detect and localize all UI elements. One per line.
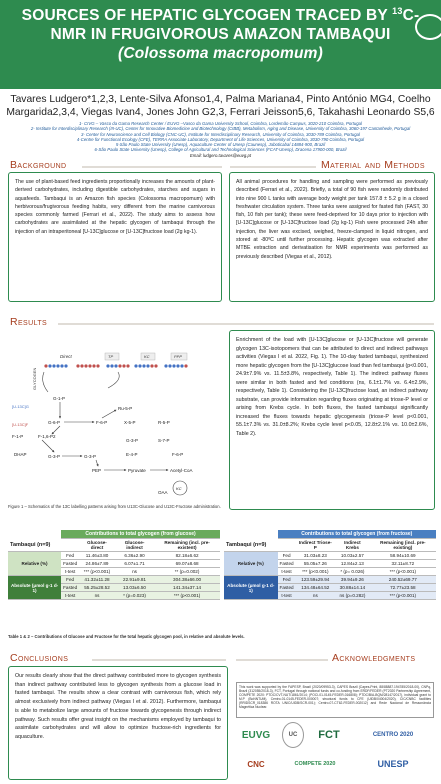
table-glucose: Contributions to total glycogen (from glucose) Tambaqui (n=9) Glucose-direct Glucose-indirect Remaining (incl. pre-existent) Relative (%) Fed 11.46±3.80 6.36±2.90 82.18±6.62 Fasted 24.86±7.89 6.07±1.71 69.07±8.68 t-test *** (p<0.001) ns ** (p=0.002) Absolute (μmol g-1 d-1) Fed 41.32±11.28 22.91±9.81 304.38±66.00 Fasted 55.25±28.52 13.03±6.50 141.34±37.14 t-test ns * (p=0.023) *** (p<0.001) bbox=[8, 530, 220, 600]
centro-logo: CENTRO 2020 bbox=[372, 732, 414, 738]
table2-row-label: Tambaqui (n=9) bbox=[224, 539, 296, 552]
node-f6p-a: F-6-P bbox=[96, 420, 108, 425]
methods-box: All animal procedures for handling and sampling were performed as previously described (Ferrari et al., 2022). Briefly, a total of 90 fish were randomly distributed into nine 900 L tanks with average body weight per tank 157.8 ± 5.2 g in a closed freshwater circulation system. Three tanks were assigned for fasted fish (FAST, 30 fish, 10 fish per tank); these were feed-deprived for 10 days prior to injection with [U-13C]glucose or [U-13C]fructose load (2g kg-1) Fish were processed 24h after injection, the liver was excised, weighed, freeze-clamped in liquid nitrogen, and stored at -80ºC until further processing. Hepatic glycogen was extracted after MTBE extraction and derivatisation for NMR experiments was performed as previously described (Viegas et al., 2012). bbox=[229, 172, 435, 302]
divider bbox=[236, 659, 328, 661]
node-r5p: R-5-P bbox=[158, 420, 170, 425]
node-pep: PEP bbox=[92, 468, 102, 473]
fructose-label: [U-13C]F bbox=[12, 422, 29, 427]
divider bbox=[82, 166, 222, 168]
glucose-label: [U-13C]G bbox=[12, 404, 29, 409]
node-ru5p: Ru-5-P bbox=[118, 406, 133, 411]
node-f1p: F-1-P bbox=[12, 434, 24, 439]
header-circle bbox=[415, 14, 441, 40]
figure-caption: Figure 1 – Schematics of the 13C labelling patterns arising from U13C-Glucose and U13C-Fructose administration. bbox=[8, 504, 221, 509]
background-box: The use of plant-based feed ingredients proportionally increases the amounts of plant-derived carbohydrates, including digestible carbohydrates, starches and sugars in aquafeeds. Tambaqui is an Amazon fish species (Colossoma macropomum) with herbivorous/frugivorous feeding habits, very different from the marine carnivorous species commonly farmed (Ferrari et al., 2022). The study aims to assess how carbohydrates are assimilated at the hepatic glycogen of tambaqui through the injection of an intraperitoneal [U-13C]glucose or [U-13C]fructose load (2g kg-1). bbox=[8, 172, 222, 302]
divider bbox=[92, 659, 226, 661]
table-row: t-test *** (p<0.001) ns ** (p=0.002) bbox=[8, 568, 220, 576]
legend-ppp: PPP bbox=[174, 354, 183, 359]
node-x5p: X-5-P bbox=[124, 420, 136, 425]
table1-header: Contributions to total glycogen (from glucose) bbox=[61, 530, 220, 539]
table-row: Fasted 134.48±64.52 30.88±14.14 72.77±23.58 bbox=[224, 584, 436, 592]
tables-caption: Table 1 & 2 – Contributions of Glucose and Fructose for the total hepatic glycogen pool, in relative and absolute levels. bbox=[8, 634, 245, 639]
node-g3p-a: G-3-P bbox=[48, 454, 61, 459]
legend-kc: KC bbox=[144, 354, 150, 359]
uc-logo: UC bbox=[282, 722, 304, 748]
table-row: Absolute (μmol g-1 d-1) Fed 123.59±29.94 39.94±9.26 240.52±69.77 bbox=[224, 576, 436, 584]
node-dhap: DHAP bbox=[14, 452, 27, 457]
acknowledgments-heading: Acknowledgments bbox=[332, 652, 416, 664]
divider bbox=[58, 323, 434, 325]
node-oaa: OAA bbox=[158, 490, 168, 495]
labelling-schematic bbox=[8, 352, 226, 500]
table-row: Fasted 24.86±7.89 6.07±1.71 69.07±8.68 bbox=[8, 560, 220, 568]
compete-logo: COMPETE 2020 bbox=[294, 761, 336, 767]
node-f16p: F-1,6-P2 bbox=[38, 434, 56, 439]
legend-direct: Direct bbox=[60, 354, 72, 359]
node-e4p: E-4-P bbox=[126, 452, 138, 457]
poster-title: SOURCES OF HEPATIC GLYCOGEN TRACED BY $^{13}$C- NMR IN FRUGIVOROUS AMAZON TAMBAQUI (Colossoma macropomum) bbox=[21, 6, 420, 63]
node-s7p: S-7-P bbox=[158, 438, 170, 443]
table-row: t-test *** (p<0.001) * (p= 0.026) *** (p<0.001) bbox=[224, 568, 436, 576]
table-row: t-test ns * (p=0.023) *** (p<0.001) bbox=[8, 592, 220, 600]
results-box: Enrichment of the load with [U-13C]glucose or [U-13C]fructose will generate glycogen 13C-isotopomers that can be attributed to direct and indirect pathways activities (Viegas I et al. 2022, Fig. 1). The 10-day fasted tambaqui, synthesized more hepatic glycogen from the [U-13C]glucose load than fed tambaqui (p<0.001, 24.9±7.9% vs. 11.5±3.8%, respectively, Table 1). The indirect pathway fluxes were similar in both fasted and fed conditions (ns, 6.1±1.7% vs. 6.4±2.9%, respectively, Table 1). Considering the [U-13C]fructose load, an indirect pathway substrate, can provide information regarding fluxes originating at triose-P level or arising from Krebs cycle. In both fluxes, the fasted tambaqui significantly increased the fluxes towards hepatic glycogenesis (triose-P level p<0.001, 55.1±7.3% vs. 31.0±8.2%; Krebs cycle level p<0.05, 12.8±2.1% vs. 10.0±2.6%, Table 2). bbox=[229, 330, 435, 510]
pathway-diagram bbox=[8, 352, 226, 500]
acknowledgments-text: This work was supported by the FAPESP, Brazil (2020/09953-3), CAPES Brazil (Capes-Print, 88/88887.194785/2018-00), CNPq, Brazil (312055/2018-3), FCT, Portugal through national funds and co-funding from ERDF/FEDER (PT2020 Partnership Agreement, COMPETE 2020: PTDC/CVT-NUT/1861/2014; (POCI-01-0145-FEDER-016808); PTDC/BIA-BQM/28147/2017), individual grant to M.P (BoNNTUM), Centro-01-0145-FEDER-000007; structural funds to CFE (UIDB/04004/2020), CIC/CNBC facilities (RRIDSCR_018386 ROTA UNIC/UIDB/SCR-001); Centro-07-CT62-FEDER-002012) and Rede Nacional de Ressonância Magnética Nuclear. bbox=[236, 682, 434, 718]
conclusions-heading: Conclusions bbox=[10, 652, 69, 664]
node-g3p-b: G-3-P bbox=[84, 454, 97, 459]
fct-logo: FCT bbox=[318, 729, 340, 741]
node-g1p: G-1-P bbox=[53, 396, 66, 401]
node-kc: KC bbox=[176, 486, 182, 491]
table1-row-label: Tambaqui (n=9) bbox=[8, 539, 79, 552]
legend-tp: TP bbox=[108, 354, 114, 359]
node-g3p-ppp: G-3-P bbox=[126, 438, 139, 443]
author-list: Tavares Ludgero*1,2,3, Lente-Silva Afonso1,4, Palma Mariana4, Pinto António MG4, Coelho Margarida2,3,4, Viegas Ivan4, Jones John G2,3, Ferrari Jeisson5,6, Takahashi Leonardo S5,6 bbox=[6, 94, 435, 118]
title-banner bbox=[0, 0, 441, 89]
cnc-logo: CNC bbox=[247, 759, 265, 769]
results-heading: Results bbox=[10, 316, 48, 328]
table-row: Relative (%) Fed 11.46±3.80 6.36±2.90 82.18±6.62 bbox=[8, 552, 220, 560]
table-row: Fasted 55.25±28.52 13.03±6.50 141.34±37.14 bbox=[8, 584, 220, 592]
affiliation-list: 1- CIVG – Vasco da Gama Research Center / EUVG –Vasco da Gama University School, Coimbra, Lordemão Campus, 3020-210 Coimbra, Portugal 2- Institute for Interdisciplinary Research (III-UC), Center for Innovative Biomedicine and Biotechnology (CIBB), Metabolism, Aging and Disease, University of Coimbra, 3060-197 Cantanhede, Portugal 3- Center for Neuroscience and Cell Biology (CNC-UC), Institute for Interdisciplinary Research, University of Coimbra, 3030-789 Coimbra, Portugal 4-Centre for Functional Ecology (CFE), TERRA Associate Laboratory, Department of Life Sciences, University of Coimbra, 3030-790 Coimbra, Portugal 5-São Paulo State University (Unesp), Aquaculture Center of Unesp (Caunesp), Jaboticabal 14884-900, Brazil 6-São Paulo State University (Unesp), College of Agricultural and Technological Sciences (FCAT-Unesp), Dracena 17900-000, Brazil Email: ludgero.tavares@euvg.pt bbox=[30, 121, 411, 158]
background-heading: Background bbox=[10, 159, 67, 171]
unesp-logo: UNESP bbox=[377, 759, 409, 769]
divider bbox=[230, 166, 316, 168]
node-acetylcoa: Acetyl-CoA bbox=[170, 468, 193, 473]
node-pyruvate: Pyruvate bbox=[128, 468, 146, 473]
table2-header: Contributions to total glycogen (from fructose) bbox=[278, 530, 436, 539]
methods-heading: Material and Methods bbox=[321, 159, 425, 171]
table-row: Absolute (μmol g-1 d-1) Fed 41.32±11.28 22.91±9.81 304.38±66.00 bbox=[8, 576, 220, 584]
node-f6p-b: F-6-P bbox=[172, 452, 184, 457]
isotopomer-row-1 bbox=[44, 364, 187, 367]
euvg-logo: EUVG bbox=[241, 729, 271, 741]
table-row: Fasted 55.05±7.26 12.84±2.13 32.11±8.72 bbox=[224, 560, 436, 568]
table-fructose: Contributions to total glycogen (from fructose) Tambaqui (n=9) Indirect Triose-P Indirect Krebs Remaining (incl. pre-existing) Relative (%) Fed 31.03±8.23 10.03±2.57 58.94±10.69 Fasted 55.05±7.26 12.84±2.13 32.11±8.72 t-test *** (p<0.001) * (p= 0.026) *** (p<0.001) Absolute (μmol g-1 d-1) Fed 123.59±29.94 39.94±9.26 240.52±69.77 Fasted 134.48±64.52 30.88±14.14 72.77±23.58 t-test ns ns (p=0.282) *** (p<0.001) bbox=[224, 530, 436, 600]
table-row: Relative (%) Fed 31.03±8.23 10.03±2.57 58.94±10.69 bbox=[224, 552, 436, 560]
node-g6p: G-6-P bbox=[48, 420, 61, 425]
conclusions-box: Our results clearly show that the direct pathway contributed more to glycogen synthesis than indirect pathway contributed less to glycogen synthesis from a glucose load in fasted tambaqui. The results show a clear contrast with carnivorous fish, which rely almost exclusively from indirect pathway (Viegas I et al. 2012). Furthermore, tambaqui is able to metabolize large amounts of fructose towards glycogenesis through indirect pathway. Such results offer great insight on the mechanisms employed by tambaqui to assimilate carbohydrates and will allow to optimize fructose-rich ingredients for aquaculture. bbox=[8, 666, 228, 780]
glycogen-label: GLYCOGEN bbox=[32, 367, 37, 390]
table-row: t-test ns ns (p=0.282) *** (p<0.001) bbox=[224, 592, 436, 600]
